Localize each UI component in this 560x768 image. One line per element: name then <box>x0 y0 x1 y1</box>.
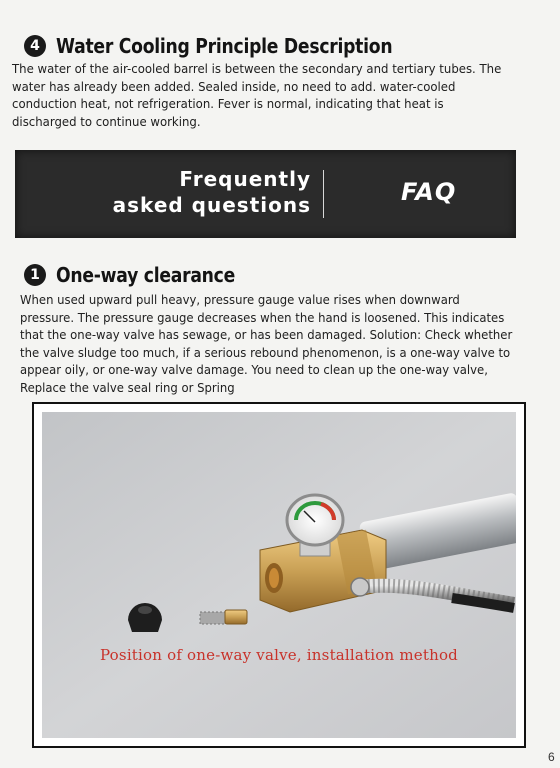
faq-divider <box>323 170 324 218</box>
section-number-badge: 1 <box>24 264 46 286</box>
faq-title-line: asked questions <box>112 193 311 217</box>
faq-banner-title <box>75 166 311 218</box>
paragraph-line: pressure. The pressure gauge decreases when the hand is loosened. This indicates <box>20 309 505 325</box>
paragraph-line: The water of the air-cooled barrel is between the secondary and tertiary tubes. The <box>12 61 502 76</box>
valve-pin <box>225 610 247 624</box>
faq-label: FAQ <box>401 178 457 206</box>
section-title: Water Cooling Principle Description <box>56 34 393 58</box>
section-1-heading <box>24 263 264 287</box>
paragraph-line: discharged to continue working. <box>12 113 201 129</box>
paragraph-line: appear oily, or one-way valve damage. You need to clean up the one-way valve, <box>20 362 488 378</box>
faq-title-line: Frequently <box>179 167 311 191</box>
page-number: 6 <box>548 750 555 764</box>
hose-fitting <box>351 578 369 596</box>
paragraph-line: that the one-way valve has sewage, or has been damaged. Solution: Check whether <box>20 327 513 343</box>
faq-banner <box>15 150 516 238</box>
section-1-paragraph <box>20 291 538 397</box>
photo-caption: Position of one-way valve, installation method <box>100 646 458 664</box>
valve-photo <box>42 412 516 738</box>
valve-spring <box>200 612 226 624</box>
paragraph-line: the valve sludge too much, if a serious rebound phenomenon, is a one-way valve to <box>20 344 511 360</box>
valve-photo-frame <box>32 402 526 748</box>
paragraph-line: water has already been added. Sealed inside, no need to add. water-cooled <box>12 78 456 94</box>
section-number-badge: 4 <box>24 35 46 57</box>
paragraph-line: When used upward pull heavy, pressure gauge value rises when downward <box>20 292 460 307</box>
section-4-heading <box>24 34 447 58</box>
section-4-paragraph <box>12 60 533 130</box>
section-title: One-way clearance <box>56 263 236 287</box>
paragraph-line: Replace the valve seal ring or Spring <box>20 379 235 395</box>
paragraph-line: conduction heat, not refrigeration. Fever is normal, indicating that heat is <box>12 96 444 112</box>
